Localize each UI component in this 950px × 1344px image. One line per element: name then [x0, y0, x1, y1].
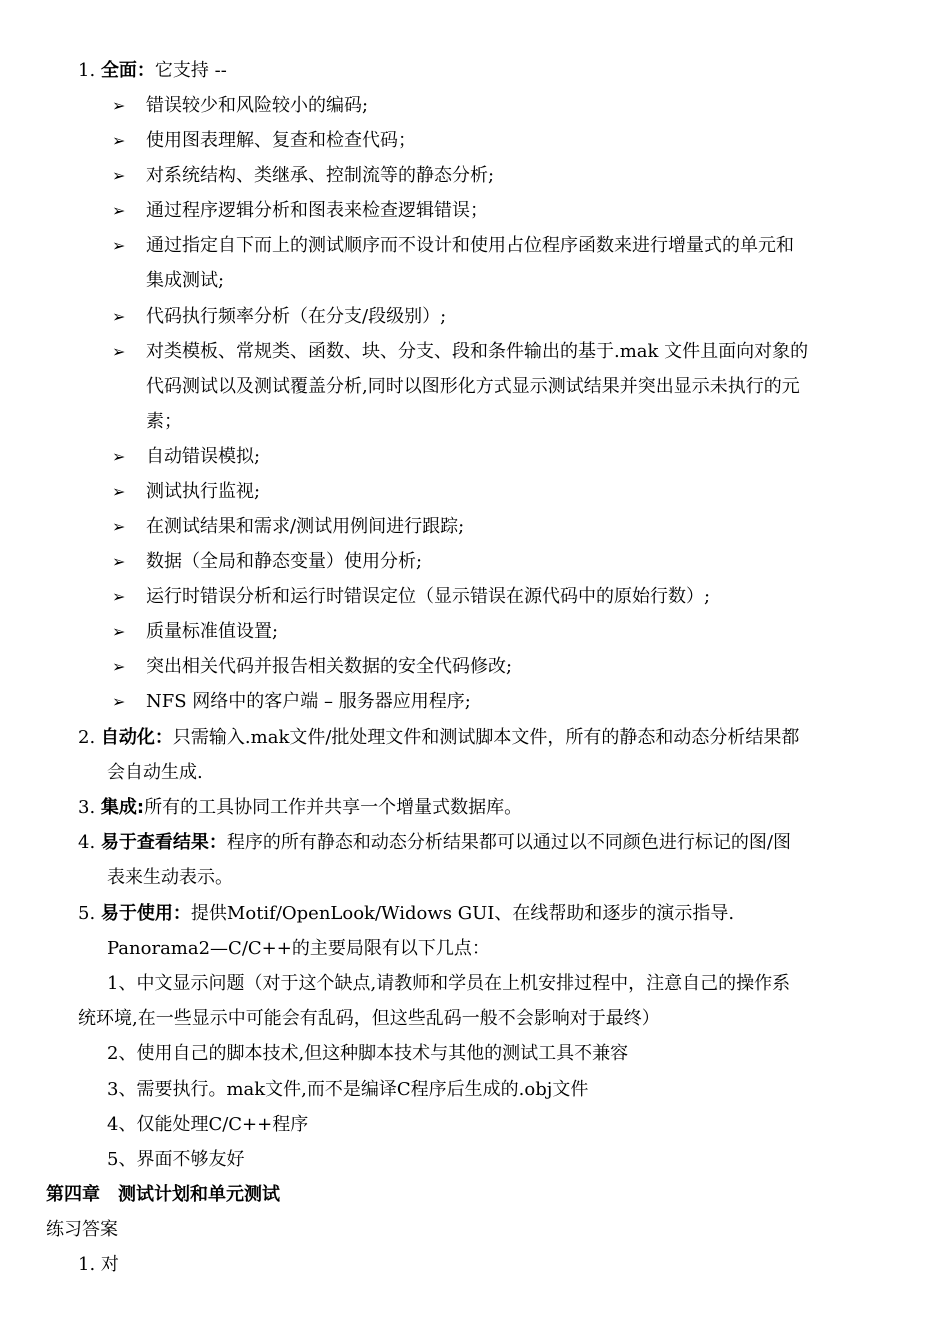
bullet-item: 测试执行监视;	[146, 481, 261, 502]
bullet-item: 通过指定自下而上的测试顺序而不设计和使用占位程序函数来进行增量式的单元和	[146, 235, 794, 256]
bullet-marker: ➢	[112, 307, 126, 326]
item-label: 集成:	[100, 797, 145, 818]
bullet-marker: ➢	[112, 342, 126, 361]
answer-text: 对	[100, 1254, 119, 1275]
item-text: 只需输入.mak文件/批处理文件和测试脚本文件，所有的静态和动态分析结果都	[172, 727, 800, 748]
bullet-item: 错误较少和风险较小的编码;	[146, 95, 369, 116]
list-item-3	[78, 796, 522, 820]
item-label: 易于查看结果：	[100, 832, 227, 853]
item-text: 所有的工具协同工作并共享一个增量式数据库。	[144, 797, 523, 818]
bullet-item: 在测试结果和需求/测试用例间进行跟踪;	[146, 516, 465, 537]
limitation-3: 3、需要执行。mak文件,而不是编译C程序后生成的.obj文件	[107, 1079, 589, 1100]
item-number: 5.	[78, 903, 96, 924]
bullet-marker: ➢	[112, 587, 126, 606]
item-label: 全面：	[100, 60, 155, 81]
bullet-item: 突出相关代码并报告相关数据的安全代码修改;	[146, 656, 513, 677]
bullet-marker: ➢	[112, 96, 126, 115]
bullet-marker: ➢	[112, 166, 126, 185]
bullet-continuation: 集成测试;	[146, 270, 225, 291]
bullet-item: 对系统结构、类继承、控制流等的静态分析;	[146, 165, 495, 186]
limitation-4: 4、仅能处理C/C++程序	[107, 1114, 309, 1135]
bullet-marker: ➢	[112, 622, 126, 641]
item-continuation: 会自动生成.	[107, 762, 203, 783]
limitation-5: 5、界面不够友好	[107, 1149, 245, 1170]
bullet-continuation: 代码测试以及测试覆盖分析,同时以图形化方式显示测试结果并突出显示未执行的元	[146, 376, 800, 397]
bullet-item: 质量标准值设置;	[146, 621, 279, 642]
list-item-2	[78, 726, 799, 750]
bullet-marker: ➢	[112, 552, 126, 571]
limitations-intro: Panorama2—C/C++的主要局限有以下几点：	[107, 938, 490, 959]
item-text: 它支持 --	[154, 60, 227, 81]
item-text: 程序的所有静态和动态分析结果都可以通过以不同颜色进行标记的图/图	[226, 832, 791, 853]
bullet-marker: ➢	[112, 692, 126, 711]
list-item-5	[78, 902, 734, 926]
bullet-item: 自动错误模拟;	[146, 446, 261, 467]
chapter-heading: 第四章 测试计划和单元测试	[46, 1184, 280, 1205]
bullet-marker: ➢	[112, 447, 126, 466]
list-item-1	[78, 59, 227, 83]
bullet-marker: ➢	[112, 201, 126, 220]
exercise-answers-heading: 练习答案	[46, 1219, 118, 1240]
limitation-2: 2、使用自己的脚本技术,但这种脚本技术与其他的测试工具不兼容	[107, 1043, 629, 1064]
bullet-item: 代码执行频率分析（在分支/段级别）;	[146, 306, 447, 327]
bullet-item: NFS 网络中的客户端 – 服务器应用程序;	[146, 691, 471, 712]
item-number: 4.	[78, 832, 96, 853]
item-label: 自动化：	[100, 727, 173, 748]
bullet-item: 运行时错误分析和运行时错误定位（显示错误在源代码中的原始行数）;	[146, 586, 711, 607]
list-item-4	[78, 831, 791, 855]
item-label: 易于使用：	[100, 903, 191, 924]
bullet-continuation: 素；	[146, 411, 182, 432]
bullet-marker: ➢	[112, 131, 126, 150]
bullet-marker: ➢	[112, 482, 126, 501]
item-number: 1.	[78, 60, 96, 81]
limitation-1-continuation: 统环境,在一些显示中可能会有乱码，但这些乱码一般不会影响对于最终）	[78, 1008, 660, 1029]
bullet-item: 使用图表理解、复查和检查代码；	[146, 130, 416, 151]
item-number: 2.	[78, 727, 96, 748]
bullet-item: 通过程序逻辑分析和图表来检查逻辑错误；	[146, 200, 488, 221]
limitation-1: 1、中文显示问题（对于这个缺点,请教师和学员在上机安排过程中，注意自己的操作系	[107, 973, 791, 994]
bullet-marker: ➢	[112, 517, 126, 536]
bullet-marker: ➢	[112, 657, 126, 676]
answer-number: 1.	[78, 1254, 96, 1275]
item-number: 3.	[78, 797, 96, 818]
item-continuation: 表来生动表示。	[107, 867, 233, 888]
bullet-item: 对类模板、常规类、函数、块、分支、段和条件输出的基于.mak 文件且面向对象的	[146, 341, 809, 362]
bullet-item: 数据（全局和静态变量）使用分析;	[146, 551, 423, 572]
bullet-marker: ➢	[112, 236, 126, 255]
item-text: 提供Motif/OpenLook/Widows GUI、在线帮助和逐步的演示指导.	[190, 903, 735, 924]
answer-item-1	[78, 1253, 119, 1277]
